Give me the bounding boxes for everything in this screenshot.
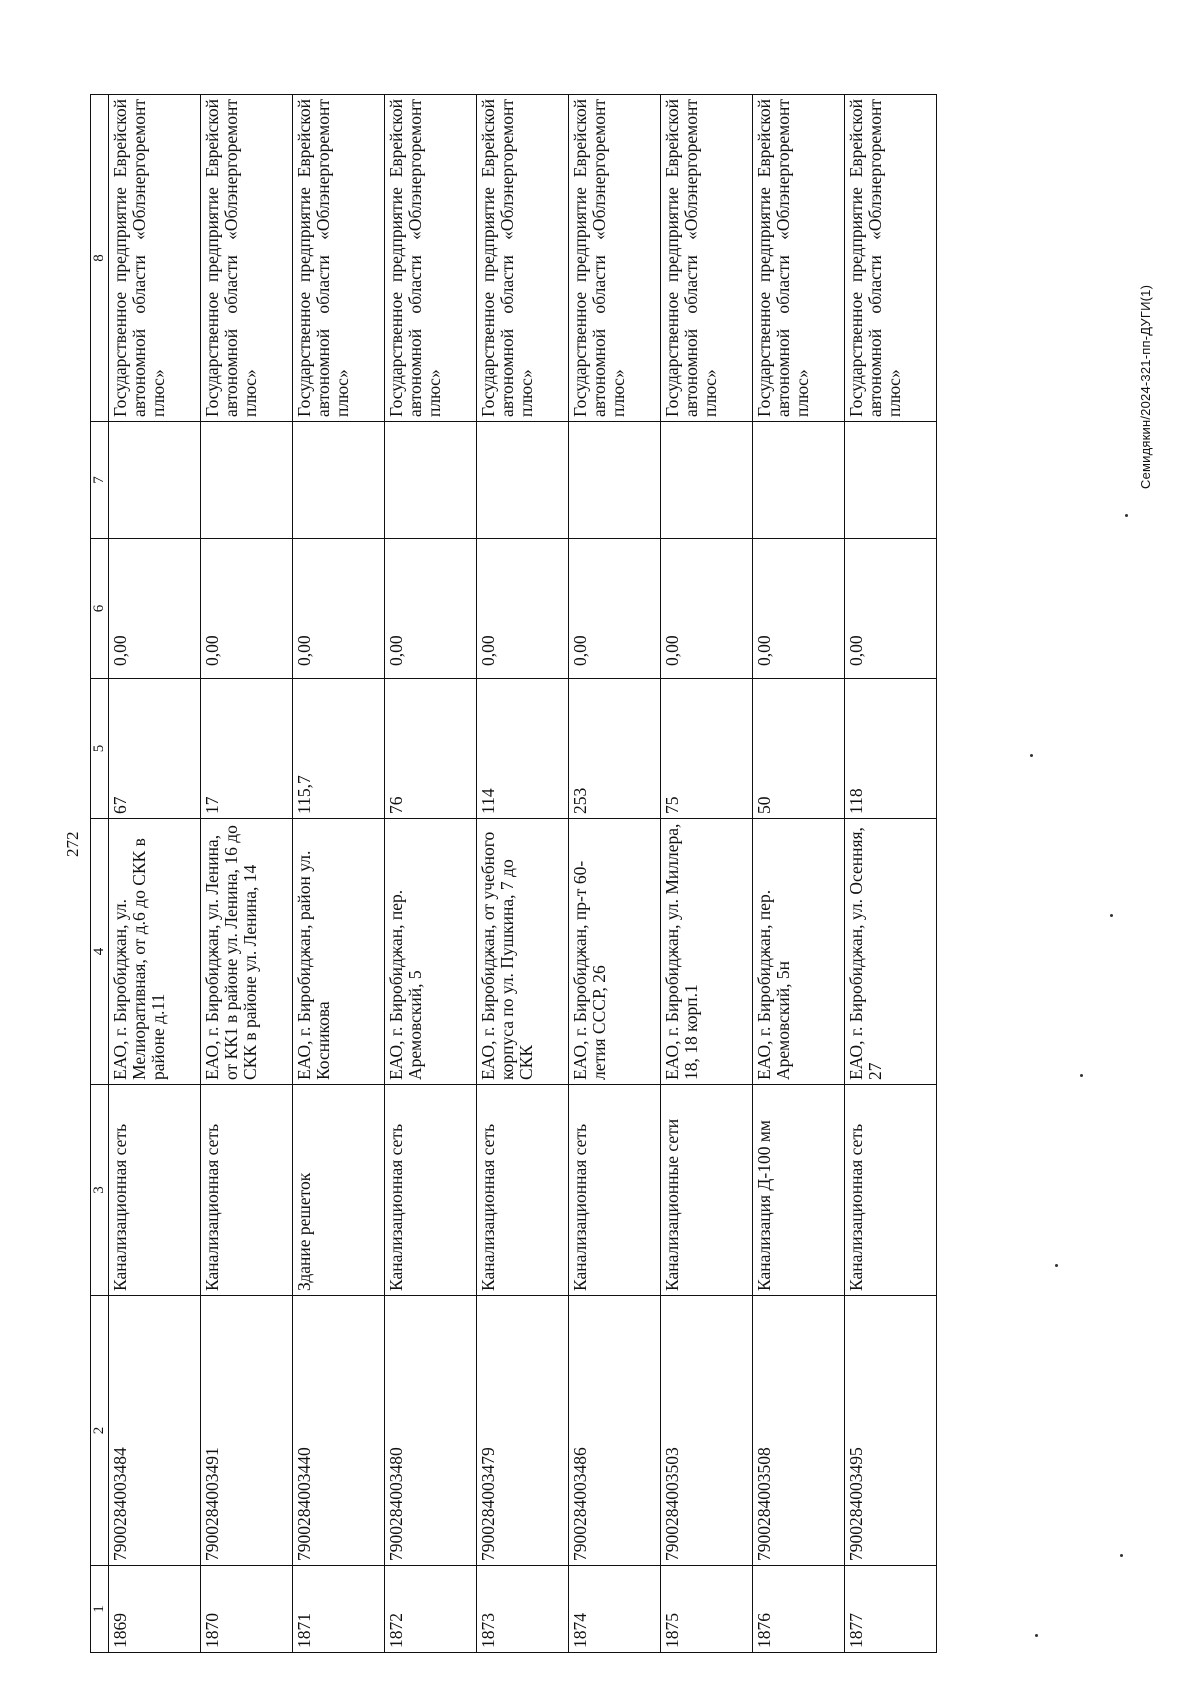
object-value: 0,00 — [201, 539, 293, 679]
speck — [1055, 1264, 1058, 1267]
object-length: 50 — [753, 679, 845, 819]
object-name: Канализационная сеть — [477, 1085, 569, 1296]
table-row — [753, 95, 845, 1653]
object-name: Здание решеток — [293, 1085, 385, 1296]
object-owner: Государственное предприятие Еврейской автономной области «Облэнергоремонт плюс» — [477, 95, 569, 422]
column-header: 7 — [91, 422, 109, 539]
object-address: ЕАО, г. Биробиджан, пер. Аремовский, 5 — [385, 819, 477, 1085]
object-name: Канализационная сеть — [385, 1085, 477, 1296]
speck — [1110, 914, 1113, 917]
column-header: 4 — [91, 819, 109, 1085]
row-number: 1872 — [385, 1566, 477, 1653]
extra-cell — [385, 422, 477, 539]
object-value: 0,00 — [109, 539, 201, 679]
table-row — [293, 95, 385, 1653]
object-owner: Государственное предприятие Еврейской автономной области «Облэнергоремонт плюс» — [293, 95, 385, 422]
extra-cell — [477, 422, 569, 539]
speck — [1125, 514, 1128, 517]
object-name: Канализационная сеть — [109, 1085, 201, 1296]
column-header: 6 — [91, 539, 109, 679]
object-owner: Государственное предприятие Еврейской автономной области «Облэнергоремонт плюс» — [661, 95, 753, 422]
object-length: 114 — [477, 679, 569, 819]
object-owner: Государственное предприятие Еврейской автономной области «Облэнергоремонт плюс» — [753, 95, 845, 422]
object-address: ЕАО, г. Биробиджан, район ул. Косникова — [293, 819, 385, 1085]
page-number: 272 — [63, 831, 82, 857]
object-owner: Государственное предприятие Еврейской автономной области «Облэнергоремонт плюс» — [201, 95, 293, 422]
registry-code: 7900284003508 — [753, 1296, 845, 1566]
object-owner: Государственное предприятие Еврейской автономной области «Облэнергоремонт плюс» — [109, 95, 201, 422]
extra-cell — [201, 422, 293, 539]
object-address: ЕАО, г. Биробиджан, от учебного корпуса по ул. Пушкина, 7 до СКК — [477, 819, 569, 1085]
registry-code: 7900284003495 — [845, 1296, 937, 1566]
object-length: 118 — [845, 679, 937, 819]
object-length: 253 — [569, 679, 661, 819]
object-value: 0,00 — [293, 539, 385, 679]
table-row — [569, 95, 661, 1653]
speck — [1030, 754, 1033, 757]
object-value: 0,00 — [753, 539, 845, 679]
object-name: Канализационная сеть — [201, 1085, 293, 1296]
table-row — [845, 95, 937, 1653]
registry-code: 7900284003503 — [661, 1296, 753, 1566]
column-number-row — [91, 95, 109, 1653]
object-name: Канализационные сети — [661, 1085, 753, 1296]
object-value: 0,00 — [845, 539, 937, 679]
column-header: 1 — [91, 1566, 109, 1653]
object-length: 75 — [661, 679, 753, 819]
registry-table — [90, 94, 937, 1653]
table-row — [201, 95, 293, 1653]
table-row — [109, 95, 201, 1653]
speck — [1080, 1074, 1083, 1077]
registry-code: 7900284003479 — [477, 1296, 569, 1566]
document-footer: Семидякин/2024-321-пп-ДУГИ(1) — [1138, 284, 1153, 489]
object-value: 0,00 — [477, 539, 569, 679]
row-number: 1876 — [753, 1566, 845, 1653]
table-row — [661, 95, 753, 1653]
registry-code: 7900284003484 — [109, 1296, 201, 1566]
registry-code: 7900284003486 — [569, 1296, 661, 1566]
object-value: 0,00 — [385, 539, 477, 679]
object-value: 0,00 — [569, 539, 661, 679]
speck — [1035, 1634, 1038, 1637]
column-header: 3 — [91, 1085, 109, 1296]
row-number: 1869 — [109, 1566, 201, 1653]
table-row — [385, 95, 477, 1653]
object-address: ЕАО, г. Биробиджан, пер. Аремовский, 5н — [753, 819, 845, 1085]
row-number: 1870 — [201, 1566, 293, 1653]
column-header: 8 — [91, 95, 109, 422]
object-name: Канализационная сеть — [845, 1085, 937, 1296]
object-length: 67 — [109, 679, 201, 819]
row-number: 1874 — [569, 1566, 661, 1653]
registry-code: 7900284003491 — [201, 1296, 293, 1566]
extra-cell — [293, 422, 385, 539]
table-row — [477, 95, 569, 1653]
column-header: 2 — [91, 1296, 109, 1566]
row-number: 1877 — [845, 1566, 937, 1653]
object-value: 0,00 — [661, 539, 753, 679]
object-owner: Государственное предприятие Еврейской автономной области «Облэнергоремонт плюс» — [845, 95, 937, 422]
column-header: 5 — [91, 679, 109, 819]
extra-cell — [753, 422, 845, 539]
registry-code: 7900284003440 — [293, 1296, 385, 1566]
extra-cell — [109, 422, 201, 539]
object-address: ЕАО, г. Биробиджан, ул. Ленина, от КК1 в районе ул. Ленина, 16 до СКК в районе ул. Ленина, 14 — [201, 819, 293, 1085]
object-address: ЕАО, г. Биробиджан, ул. Мелиоративная, от д.6 до СКК в районе д.11 — [109, 819, 201, 1085]
extra-cell — [845, 422, 937, 539]
object-address: ЕАО, г. Биробиджан, ул. Миллера, 18, 18 корп.1 — [661, 819, 753, 1085]
object-length: 115,7 — [293, 679, 385, 819]
object-owner: Государственное предприятие Еврейской автономной области «Облэнергоремонт плюс» — [385, 95, 477, 422]
object-name: Канализация Д-100 мм — [753, 1085, 845, 1296]
speck — [1120, 1554, 1123, 1557]
extra-cell — [661, 422, 753, 539]
object-owner: Государственное предприятие Еврейской автономной области «Облэнергоремонт плюс» — [569, 95, 661, 422]
object-address: ЕАО, г. Биробиджан, пр-т 60-летия СССР, 26 — [569, 819, 661, 1085]
object-length: 76 — [385, 679, 477, 819]
row-number: 1871 — [293, 1566, 385, 1653]
registry-code: 7900284003480 — [385, 1296, 477, 1566]
object-length: 17 — [201, 679, 293, 819]
object-name: Канализационная сеть — [569, 1085, 661, 1296]
row-number: 1873 — [477, 1566, 569, 1653]
object-address: ЕАО, г. Биробиджан, ул. Осенняя, 27 — [845, 819, 937, 1085]
row-number: 1875 — [661, 1566, 753, 1653]
extra-cell — [569, 422, 661, 539]
